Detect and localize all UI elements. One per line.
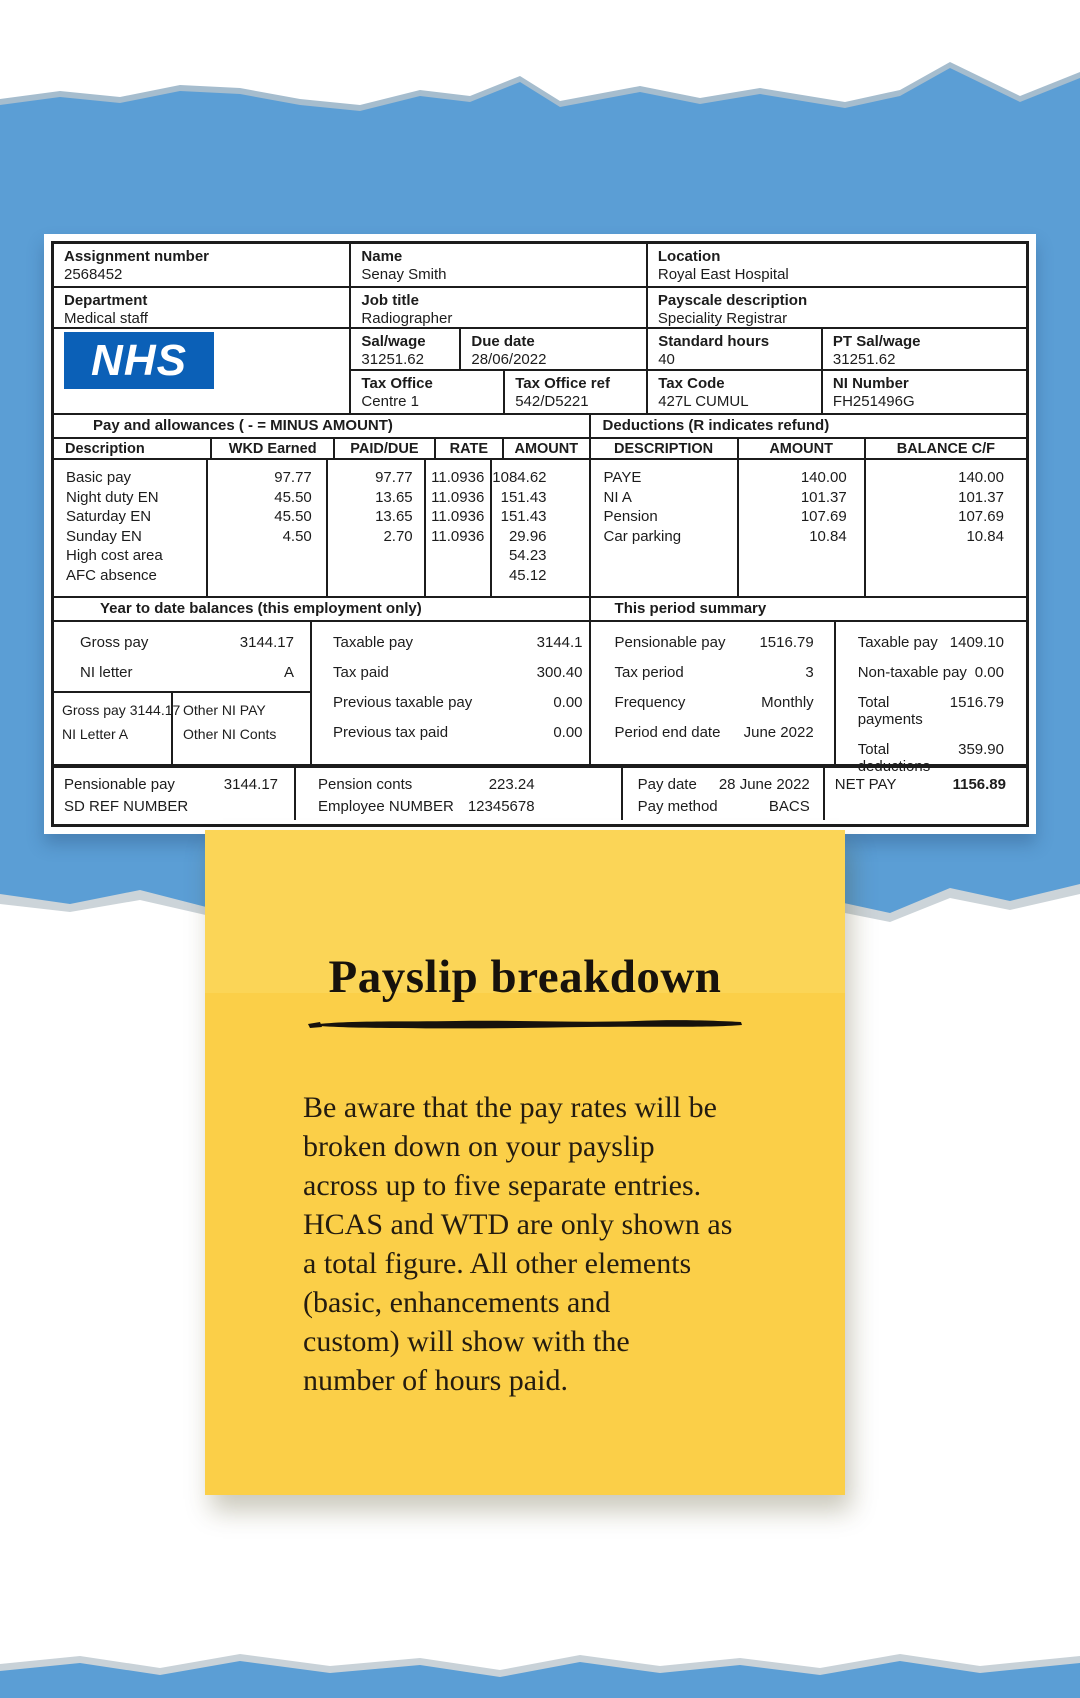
- footer-pension-conts-box: [296, 768, 623, 820]
- pay-row-wkd: 45.50: [274, 488, 312, 506]
- pay-row-amount: 151.43: [500, 508, 547, 525]
- payslip-header-row-4: [351, 371, 1026, 413]
- field-ni-number: [823, 371, 1026, 413]
- field-label: Tax Code: [658, 375, 725, 393]
- deduction-row-balance: 107.69: [958, 508, 1004, 525]
- field-value: Monthly: [761, 694, 814, 711]
- ytd-gross-pay-box: [54, 622, 312, 693]
- field-label: Name: [361, 248, 403, 265]
- period-summary-section: [591, 622, 1026, 775]
- field-label: Frequency: [614, 694, 686, 711]
- deduction-row-amount: 107.69: [800, 508, 847, 525]
- field-pt-sal-wage: [823, 329, 1026, 369]
- field-value: Medical staff: [64, 310, 148, 327]
- field-label: Payscale description: [657, 292, 808, 309]
- pay-row-wkd: [208, 547, 326, 567]
- pay-row-rate: [426, 567, 491, 587]
- field-label: Pensionable pay: [64, 776, 175, 793]
- field-value: 28 June 2022: [718, 776, 810, 793]
- pay-row-rate: 11.0936: [431, 508, 485, 525]
- field-value: 31251.62: [361, 351, 424, 368]
- deduction-row-balance: 140.00: [958, 469, 1004, 486]
- field-label: PT Sal/wage: [832, 333, 921, 350]
- column-header: PAID/DUE: [335, 439, 435, 458]
- note-line: HCAS and WTD are only shown as: [303, 1208, 733, 1241]
- deductions-section-title: Deductions (R indicates refund): [602, 417, 830, 434]
- pay-row-description: Saturday EN: [66, 508, 152, 525]
- field-value: Centre 1: [361, 393, 419, 411]
- payslip-header-row-3: [351, 329, 1026, 371]
- footer-pensionable-pay-box: [54, 768, 296, 820]
- field-value: 0.00: [974, 664, 1004, 681]
- column-header: AMOUNT: [739, 439, 866, 458]
- field-value: 28/06/2022: [471, 351, 547, 368]
- field-value: FH251496G: [832, 393, 915, 411]
- period-summary-left-column: [591, 622, 836, 764]
- field-sal-wage: [351, 329, 461, 369]
- ytd-tax-column: [314, 622, 589, 754]
- field-label: Assignment number: [64, 248, 210, 265]
- field-label: NI Number: [832, 375, 909, 393]
- field-value: 3144.17: [223, 776, 279, 793]
- pay-row-wkd: 45.50: [274, 508, 312, 525]
- column-header: WKD Earned: [212, 439, 335, 458]
- column-header: BALANCE C/F: [896, 441, 995, 457]
- pay-row-paid: 97.77: [375, 469, 413, 486]
- field-value: Radiographer: [361, 310, 453, 327]
- deduction-row-balance: 101.37: [958, 488, 1004, 506]
- field-assignment-number: [54, 244, 351, 286]
- pay-row-description: Night duty EN: [66, 488, 159, 506]
- field-value: 0.00: [553, 694, 583, 711]
- pay-row-paid: 13.65: [375, 488, 413, 506]
- field-value: Speciality Registrar: [657, 310, 788, 327]
- pay-amount-column: [492, 460, 588, 596]
- deduction-row-amount: 140.00: [800, 469, 847, 486]
- note-line: (basic, enhancements and: [303, 1286, 611, 1319]
- pay-row-amount: 45.12: [508, 566, 547, 584]
- field-label: Tax Office: [361, 375, 433, 393]
- field-label: Pension conts: [318, 776, 413, 793]
- payslip-footer: [54, 766, 1026, 820]
- ytd-inner-gross-pay: Gross pay 3144.17: [62, 702, 181, 718]
- ytd-other-ni-pay: Other NI PAY: [183, 702, 266, 718]
- nhs-logo-text: NHS: [91, 335, 187, 385]
- field-label: Due date: [471, 333, 535, 350]
- field-value: June 2022: [743, 724, 814, 741]
- deduction-row-balance: 10.84: [966, 527, 1004, 545]
- field-label: Standard hours: [658, 333, 770, 350]
- field-tax-office: [351, 371, 505, 413]
- section-band: [54, 415, 1026, 439]
- field-location: [648, 244, 1026, 286]
- brush-underline: [306, 1016, 744, 1032]
- deduction-description-column: [591, 460, 739, 596]
- deduction-row-amount: 101.37: [800, 488, 847, 506]
- deduction-row-amount: 10.84: [809, 527, 847, 545]
- note-title: Payslip breakdown: [328, 951, 722, 1003]
- ytd-inner-ni-letter: NI Letter A: [62, 726, 129, 742]
- pay-row-description: Basic pay: [66, 469, 132, 486]
- note-line: custom) will show with the: [303, 1325, 630, 1358]
- field-value: 223.24: [488, 776, 535, 793]
- field-tax-office-ref: [505, 371, 648, 413]
- nhs-logo: [64, 332, 214, 389]
- field-label: Total payments: [857, 694, 923, 728]
- pay-paid-due-column: [328, 460, 426, 596]
- torn-paper-edge-bottom: [0, 1634, 1080, 1698]
- period-section-title: This period summary: [614, 600, 767, 617]
- field-value: 1516.79: [759, 634, 814, 651]
- field-value: Royal East Hospital: [657, 266, 789, 283]
- deduction-row-description: NI A: [603, 488, 632, 506]
- column-header: AMOUNT: [514, 441, 579, 457]
- field-label: Gross pay: [80, 634, 149, 651]
- field-value: 31251.62: [832, 351, 896, 368]
- field-value: 1409.10: [949, 634, 1004, 651]
- sticky-note: [205, 830, 845, 1495]
- pay-row-paid: 2.70: [383, 527, 413, 545]
- field-value: 40: [658, 351, 675, 368]
- deduction-row-description: Pension: [603, 508, 658, 525]
- field-label: Pay date: [637, 776, 697, 793]
- field-label: Previous tax paid: [333, 724, 449, 741]
- field-due-date: [461, 329, 648, 369]
- note-line: number of hours paid.: [303, 1364, 568, 1397]
- payslip-header-rows-3-4: [54, 329, 1026, 415]
- pay-row-description: AFC absence: [66, 566, 157, 584]
- pay-row-rate: 11.0936: [431, 527, 485, 545]
- pay-row-rate: 11.0936: [431, 469, 485, 486]
- summary-band: [54, 598, 1026, 622]
- pay-wkd-earned-column: [208, 460, 328, 596]
- ytd-section: [54, 622, 591, 764]
- pay-and-deductions-body: [54, 460, 1026, 598]
- field-department: [54, 288, 351, 327]
- pay-row-amount: 29.96: [508, 527, 547, 545]
- pay-allowances-section-title: Pay and allowances ( - = MINUS AMOUNT): [54, 415, 591, 437]
- pay-row-wkd: [208, 567, 326, 587]
- pay-row-paid: [328, 567, 424, 587]
- note-line: across up to five separate entries.: [303, 1169, 702, 1202]
- pay-row-rate: [426, 547, 491, 567]
- field-label: Location: [657, 248, 721, 265]
- field-label: Non-taxable pay: [857, 664, 967, 681]
- pay-row-amount: 1084.62: [492, 469, 547, 486]
- pay-row-wkd: 4.50: [282, 527, 312, 545]
- field-label: Employee NUMBER: [318, 798, 454, 815]
- column-header: RATE: [436, 439, 504, 458]
- deduction-row-description: Car parking: [603, 527, 682, 545]
- field-job-title: [351, 288, 647, 327]
- field-label: Previous taxable pay: [333, 694, 473, 711]
- field-label: Job title: [361, 292, 419, 309]
- payslip-sheet: [51, 241, 1029, 827]
- footer-pay-date-box: [623, 768, 825, 820]
- field-value: A: [283, 664, 294, 681]
- deduction-row-description: PAYE: [603, 469, 642, 486]
- field-value: Senay Smith: [361, 266, 447, 283]
- ytd-ni-box: [54, 693, 312, 764]
- note-body: [303, 1088, 793, 1400]
- field-label: Sal/wage: [361, 333, 426, 350]
- payslip-header-row-1: [54, 244, 1026, 288]
- field-label: Total deductions: [857, 741, 931, 775]
- field-value: 3144.1: [536, 634, 583, 651]
- field-standard-hours: [648, 329, 823, 369]
- field-value: 3: [805, 664, 814, 681]
- field-value: 542/D5221: [515, 393, 589, 411]
- deduction-amount-column: [739, 460, 866, 596]
- field-label: Period end date: [614, 724, 721, 741]
- payslip-card: [44, 234, 1036, 834]
- torn-paper-edge-top: [0, 0, 1080, 130]
- field-value: 427L CUMUL: [658, 393, 749, 411]
- field-value: 1516.79: [949, 694, 1004, 711]
- note-line: broken down on your payslip: [303, 1130, 655, 1163]
- pay-row-wkd: 97.77: [274, 469, 312, 486]
- period-summary-right-column: [836, 622, 1026, 775]
- pay-row-paid: 13.65: [375, 508, 413, 525]
- column-header: DESCRIPTION: [591, 439, 739, 458]
- ytd-other-ni-conts: Other NI Conts: [183, 726, 277, 742]
- net-pay-value: 1156.89: [952, 776, 1006, 793]
- pay-row-amount: 151.43: [500, 488, 547, 506]
- nhs-logo-cell: [54, 329, 351, 413]
- field-label: Department: [64, 292, 148, 309]
- field-name: [351, 244, 647, 286]
- field-value: 2568452: [64, 266, 123, 283]
- pay-row-description: Sunday EN: [66, 527, 142, 545]
- field-label: Pay method: [637, 798, 718, 815]
- field-label: Pensionable pay: [614, 634, 726, 651]
- field-label: NI letter: [80, 664, 133, 681]
- field-payscale-description: [648, 288, 1026, 327]
- field-value: 0.00: [553, 724, 583, 741]
- field-label: Tax Office ref: [515, 375, 610, 393]
- payslip-header-row-2: [54, 288, 1026, 329]
- pay-description-column: [54, 460, 208, 596]
- field-label: Taxable pay: [857, 634, 938, 651]
- pay-row-description: High cost area: [66, 547, 163, 564]
- field-label: Tax period: [614, 664, 684, 681]
- field-label: SD REF NUMBER: [64, 798, 189, 815]
- field-value: BACS: [768, 798, 810, 815]
- ytd-section-title: Year to date balances (this employment only): [54, 598, 591, 620]
- pay-row-rate: 11.0936: [431, 488, 485, 506]
- field-value: 300.40: [536, 664, 583, 681]
- table-column-headers: [54, 439, 1026, 460]
- field-label: Tax paid: [333, 664, 389, 681]
- summary-body: [54, 622, 1026, 775]
- pay-row-paid: [328, 547, 424, 567]
- note-line: a total figure. All other elements: [303, 1247, 692, 1280]
- pay-rate-column: [426, 460, 493, 596]
- field-value: 12345678: [467, 798, 535, 815]
- field-value: 3144.17: [239, 634, 294, 651]
- column-header: Description: [54, 439, 212, 458]
- note-line: Be aware that the pay rates will be: [303, 1091, 717, 1124]
- net-pay-label: NET PAY: [834, 776, 897, 793]
- field-label: Taxable pay: [333, 634, 414, 651]
- field-tax-code: [648, 371, 823, 413]
- field-value: 359.90: [958, 741, 1004, 758]
- deduction-balance-column: [866, 460, 1026, 596]
- pay-row-amount: 54.23: [508, 547, 547, 564]
- footer-net-pay-box: [825, 768, 1026, 820]
